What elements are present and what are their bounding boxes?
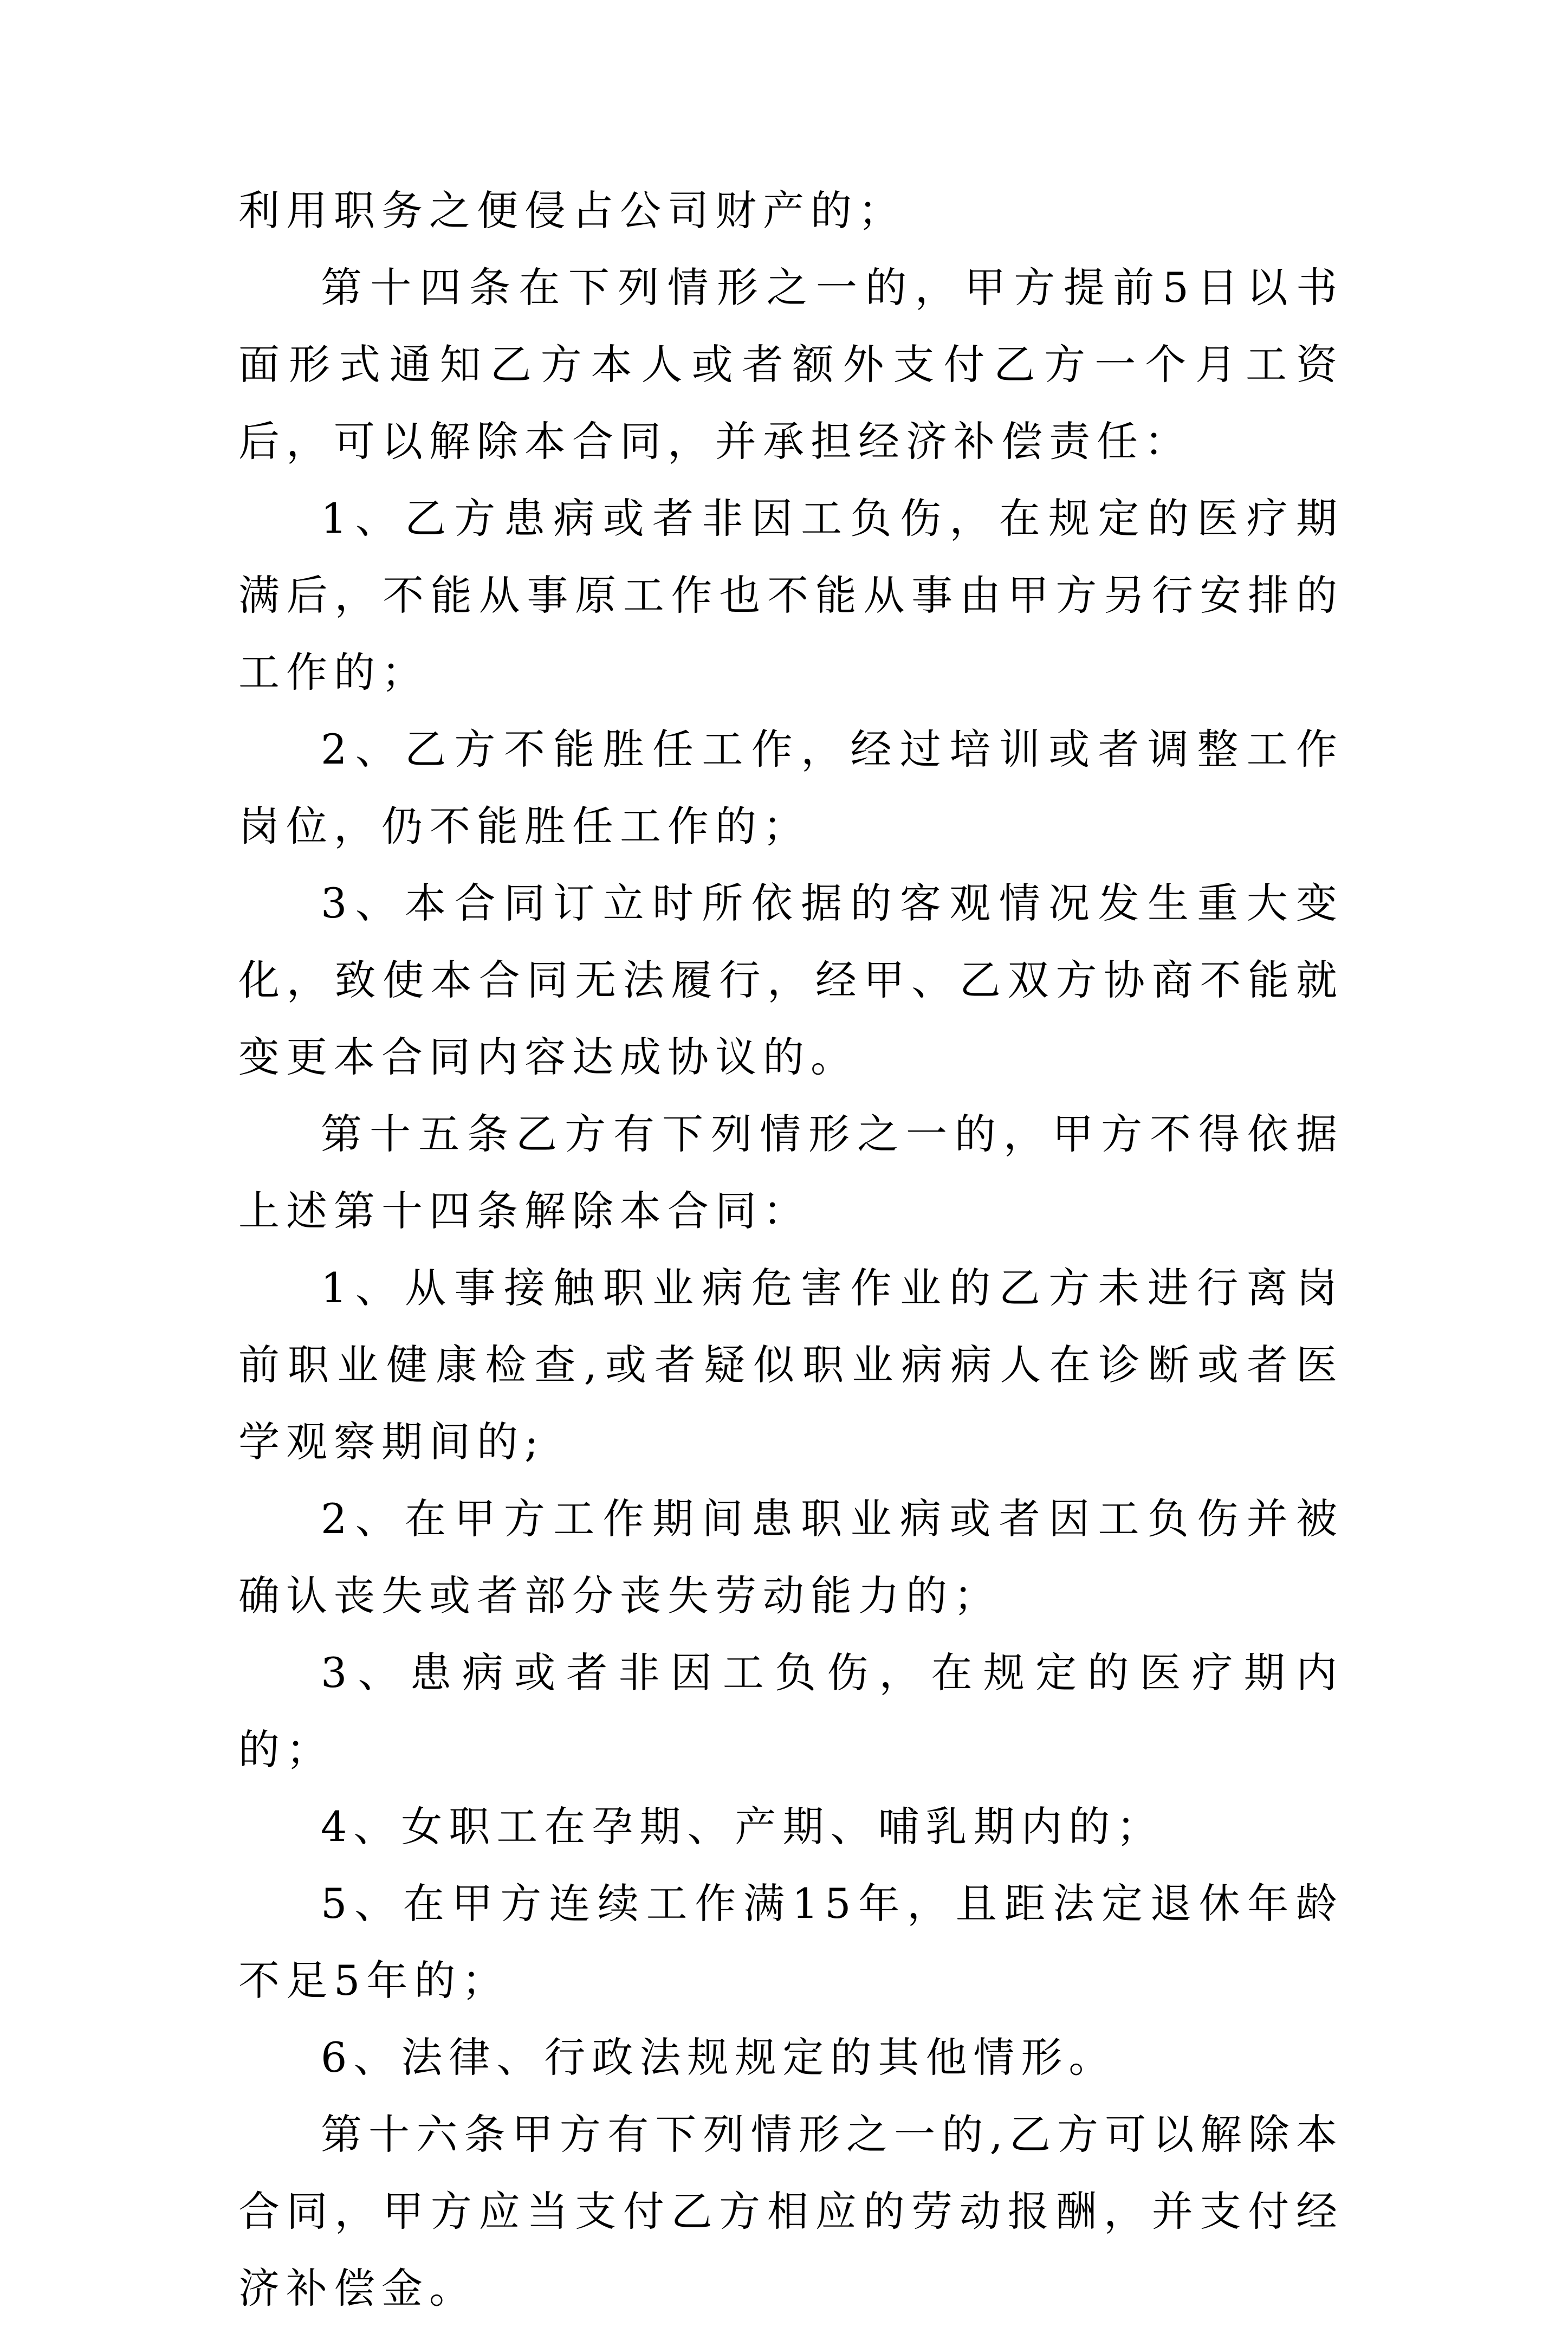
paragraph-6: 第十五条乙方有下列情形之一的，甲方不得依据上述第十四条解除本合同：: [238, 1110, 1344, 1235]
paragraph-3: 1、乙方患病或者非因工负伤，在规定的医疗期满后，不能从事原工作也不能从事由甲方另行安排的工作的；: [238, 494, 1344, 696]
paragraph-9: 3、患病或者非因工负伤，在规定的医疗期内的；: [238, 1649, 1344, 1774]
paragraph-5: 3、本合同订立时所依据的客观情况发生重大变化，致使本合同无法履行，经甲、乙双方协商不能就变更本合同内容达成协议的。: [238, 879, 1344, 1081]
paragraph-10: 4、女职工在孕期、产期、哺乳期内的；: [321, 1802, 1164, 1851]
paragraph-13: 第十六条甲方有下列情形之一的,乙方可以解除本合同，甲方应当支付乙方相应的劳动报酬，并支付经济补偿金。: [238, 2110, 1344, 2312]
document-body: [238, 172, 1344, 2327]
paragraph-1: 利用职务之便侵占公司财产的；: [238, 186, 906, 235]
paragraph-2: 第十四条在下列情形之一的，甲方提前5日以书面形式通知乙方本人或者额外支付乙方一个月工资后，可以解除本合同，并承担经济补偿责任：: [238, 263, 1344, 466]
paragraph-7: 1、从事接触职业病危害作业的乙方未进行离岗前职业健康检查,或者疑似职业病病人在诊断或者医学观察期间的;: [238, 1264, 1344, 1466]
paragraph-8: 2、在甲方工作期间患职业病或者因工负伤并被确认丧失或者部分丧失劳动能力的；: [238, 1495, 1344, 1620]
paragraph-4: 2、乙方不能胜任工作，经过培训或者调整工作岗位，仍不能胜任工作的；: [238, 725, 1344, 850]
paragraph-12: 6、法律、行政法规规定的其他情形。: [321, 2033, 1117, 2082]
paragraph-11: 5、在甲方连续工作满15年，且距法定退休年龄不足5年的；: [238, 1879, 1344, 2005]
